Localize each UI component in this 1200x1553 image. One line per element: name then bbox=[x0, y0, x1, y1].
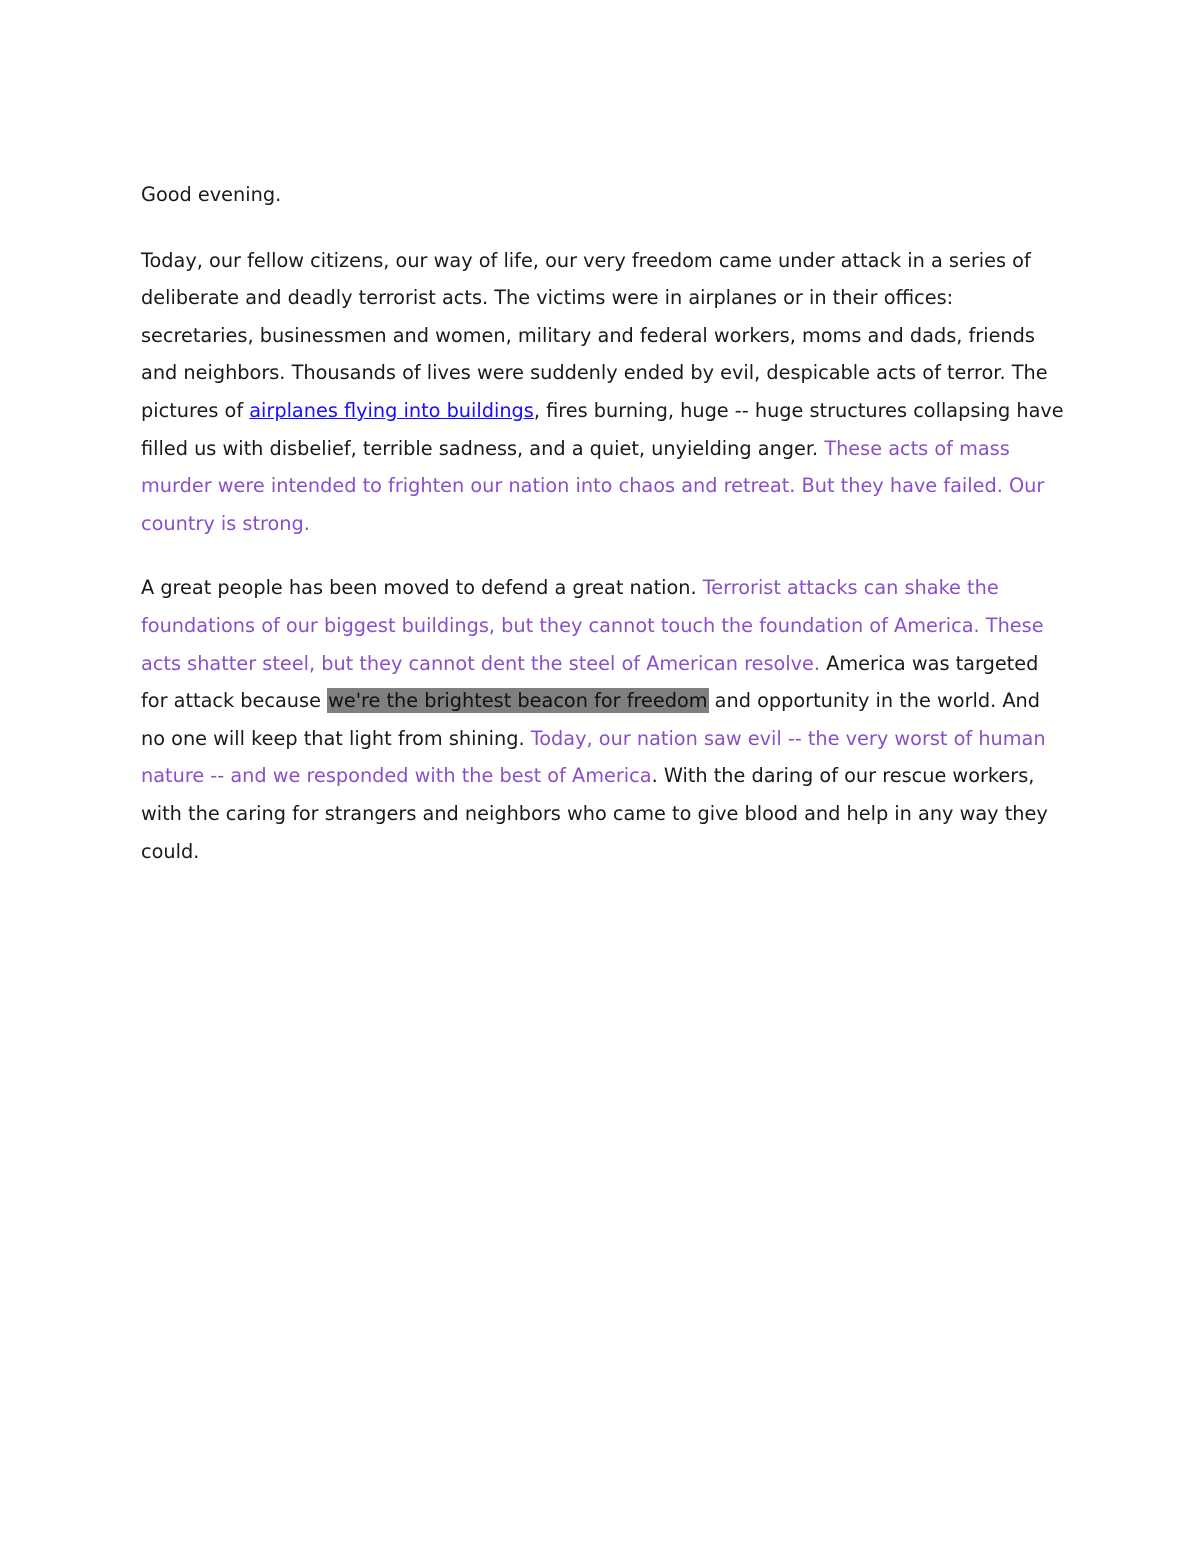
paragraph-two-text-end: . With the daring of our rescue workers, with the caring for strangers and neighbors who came to give blood and help in any way they could. bbox=[141, 764, 1048, 863]
paragraph-two bbox=[141, 569, 1066, 870]
paragraph-one-text-start: Today, our fellow citizens, our way of life, our very freedom came under attack in a series of deliberate and deadly terrorist acts. The victims were in airplanes or in their offices: secretaries, businessmen and women, military and federal workers, moms and dads, friends and neighbors. Thousands of lives were suddenly ended by evil, despicable acts of terror. The pictures of bbox=[141, 248, 1048, 422]
paragraph-two-text-start: A great people has been moved to defend a great nation. bbox=[141, 576, 703, 600]
purple-sentence-terrorist-attacks: Terrorist attacks can shake the foundations of our biggest buildings, but they cannot touch the foundation of America. These acts shatter steel, but they cannot dent the steel of American resolve. bbox=[141, 576, 1044, 675]
hyperlink-airplanes[interactable]: airplanes flying into buildings bbox=[249, 398, 534, 422]
paragraph-two-text-targeted: America was targeted for attack because bbox=[141, 651, 1039, 713]
paragraph-one bbox=[141, 242, 1066, 543]
purple-sentence-nation-saw-evil: Today, our nation saw evil -- the very worst of human nature -- and we responded with the best of America bbox=[141, 726, 1046, 788]
highlighted-text-beacon[interactable]: we're the brightest beacon for freedom bbox=[328, 689, 708, 713]
paragraph-two-text-opportunity: and opportunity in the world. And no one will keep that light from shining. bbox=[141, 689, 1041, 750]
purple-sentence-mass-murder: These acts of mass murder were intended to frighten our nation into chaos and retreat. But they have failed. Our country is strong. bbox=[141, 436, 1045, 535]
paragraph-one-text-middle: , fires burning, huge -- huge structures collapsing have filled us with disbelief, terrible sadness, and a quiet, unyielding anger. bbox=[141, 398, 1064, 460]
greeting: Good evening. bbox=[141, 183, 282, 206]
document-body bbox=[141, 176, 1066, 870]
